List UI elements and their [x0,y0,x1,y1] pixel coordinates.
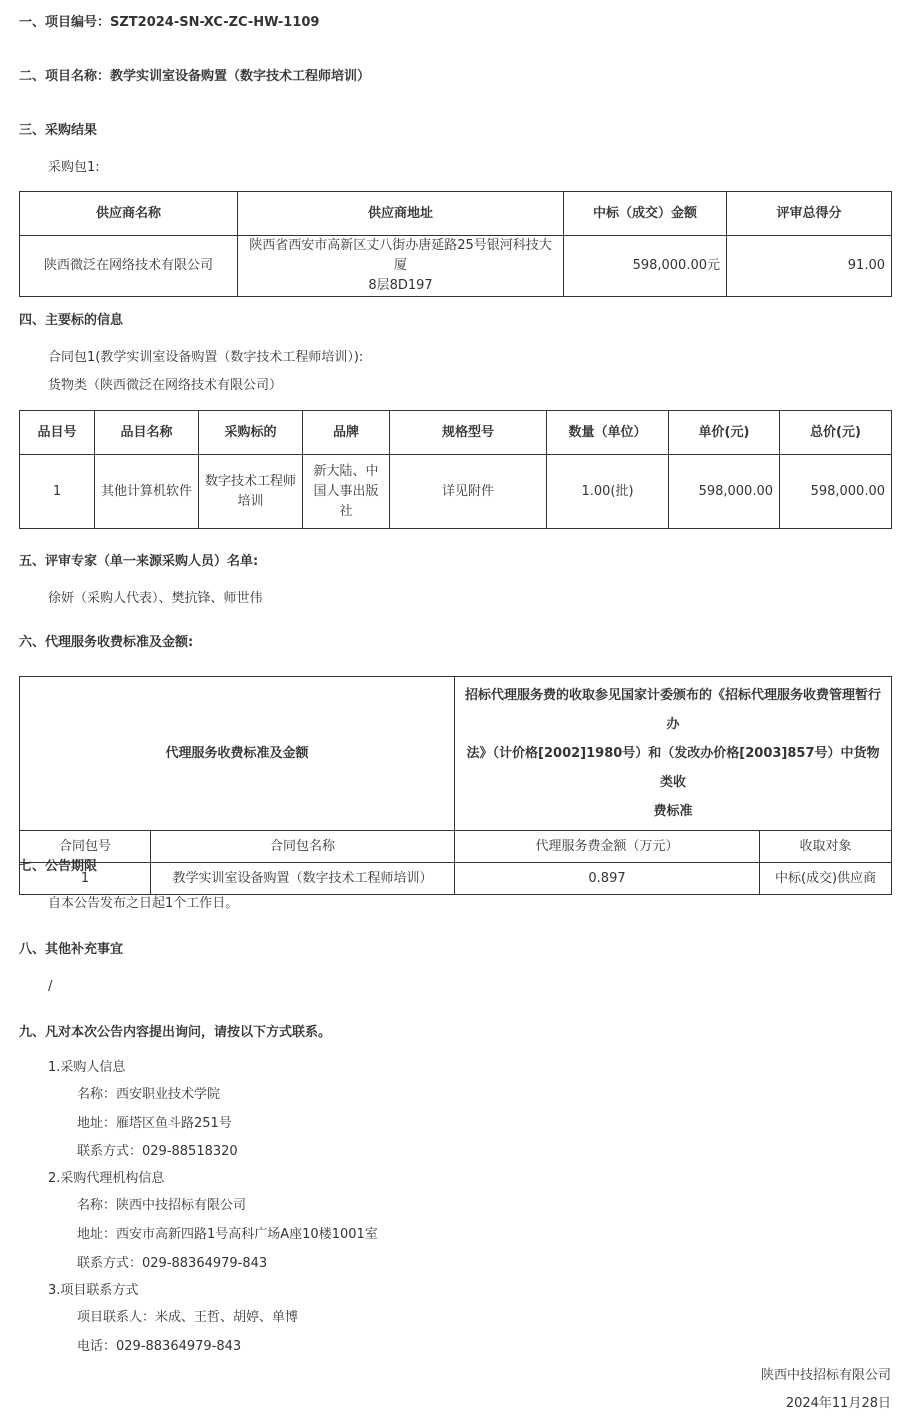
fee-amount: 0.897 [455,863,760,895]
other-matters-text: / [48,979,53,994]
buyer-name: 名称：西安职业技术学院 [77,1087,221,1102]
package-label: 采购包1: [48,160,100,175]
project-contact-title: 3.项目联系方式 [48,1283,139,1298]
address-line: 8层8D197 [368,278,433,293]
other-matters-heading: 八、其他补充事宜 [19,942,124,957]
signature-org: 陕西中技招标有限公司 [760,1368,891,1383]
spec: 详见附件 [390,455,547,529]
col-contract-name: 合同包名称 [151,831,455,863]
fee-target: 中标(成交)供应商 [760,863,892,895]
table-row [20,236,892,297]
target-line: 数字技术工程师 [205,473,297,489]
col-bid-amount: 中标（成交）金额 [564,192,727,236]
fee-standard-line: 费标准 [653,804,693,819]
col-total-price: 总价(元) [780,411,892,455]
col-unit-price: 单价(元) [669,411,780,455]
supplier-address [238,236,564,297]
notice-period-heading: 七、公告期限 [19,859,98,874]
col-item-no: 品目号 [20,411,95,455]
buyer-address: 地址：雁塔区鱼斗路251号 [77,1116,232,1131]
notice-period-text: 自本公告发布之日起1个工作日。 [48,896,239,911]
project-number-heading: 一、项目编号：SZT2024-SN-XC-ZC-HW-1109 [19,15,320,30]
experts-heading: 五、评审专家（单一来源采购人员）名单: [19,554,259,569]
agent-info-title: 2.采购代理机构信息 [48,1171,165,1186]
fee-standard-line: 法》（计价格[2002]1980号）和（发改办价格[2003]857号）中货物类收 [466,746,880,790]
brand-line: 社 [339,503,353,519]
brand [303,455,390,529]
brand-line: 新大陆、中 [313,463,379,479]
col-item-name: 品目名称 [95,411,199,455]
subject-table [19,410,892,529]
bid-amount: 598,000.00元 [564,236,727,297]
item-name: 其他计算机软件 [95,455,199,529]
procurement-result-heading: 三、采购结果 [19,123,98,138]
fee-standard-label: 代理服务收费标准及金额 [20,677,455,831]
table-row [20,863,892,895]
buyer-phone: 联系方式：029-88518320 [77,1144,238,1159]
col-fee-amount: 代理服务费金额（万元） [455,831,760,863]
main-subject-heading: 四、主要标的信息 [19,313,124,328]
supplier-name: 陕西微泛在网络技术有限公司 [20,236,238,297]
col-target: 采购标的 [199,411,303,455]
contract-package-label: 合同包1(教学实训室设备购置（数字技术工程师培训）): [48,350,364,365]
col-quantity: 数量（单位） [547,411,669,455]
brand-line: 国人事出版 [313,483,379,499]
project-phone: 电话：029-88364979-843 [77,1339,242,1354]
goods-category-label: 货物类（陕西微泛在网络技术有限公司） [48,378,283,393]
fee-table-subheader [20,831,892,863]
buyer-info-title: 1.采购人信息 [48,1060,126,1075]
subject-table-header [20,411,892,455]
address-line: 陕西省西安市高新区丈八街办唐延路25号银河科技大厦 [249,238,552,273]
agency-fee-table [19,676,892,895]
agency-fee-heading: 六、代理服务收费标准及金额: [19,635,194,650]
total-price: 598,000.00 [780,455,892,529]
quantity: 1.00(批) [547,455,669,529]
col-spec: 规格型号 [390,411,547,455]
result-table [19,191,892,297]
col-brand: 品牌 [303,411,390,455]
col-total-score: 评审总得分 [727,192,892,236]
project-contacts: 项目联系人：米成、王哲、胡婷、单博 [77,1310,299,1325]
col-contract-no: 合同包号 [20,831,151,863]
col-fee-target: 收取对象 [760,831,892,863]
total-score: 91.00 [727,236,892,297]
agent-phone: 联系方式：029-88364979-843 [77,1256,268,1271]
signature-date: 2024年11月28日 [785,1396,891,1411]
fee-standard-line: 招标代理服务费的收取参见国家计委颁布的《招标代理服务收费管理暂行办 [465,688,882,732]
contact-heading: 九、凡对本次公告内容提出询问，请按以下方式联系。 [19,1025,332,1040]
item-no: 1 [20,455,95,529]
unit-price: 598,000.00 [669,455,780,529]
experts-list: 徐妍（采购人代表）、樊抗锋、师世伟 [48,591,263,606]
target-line: 培训 [237,493,264,509]
contract-no: 1 [20,863,151,895]
agent-name: 名称：陕西中技招标有限公司 [77,1198,247,1213]
contract-name: 教学实训室设备购置（数字技术工程师培训） [151,863,455,895]
project-name-heading: 二、项目名称：教学实训室设备购置（数字技术工程师培训） [19,69,371,84]
fee-table-header [20,677,892,831]
result-table-header [20,192,892,236]
table-row [20,455,892,529]
agent-address: 地址：西安市高新四路1号高科广场A座10楼1001室 [77,1227,378,1242]
col-supplier-address: 供应商地址 [238,192,564,236]
target [199,455,303,529]
fee-standard-text [455,677,892,831]
col-supplier-name: 供应商名称 [20,192,238,236]
